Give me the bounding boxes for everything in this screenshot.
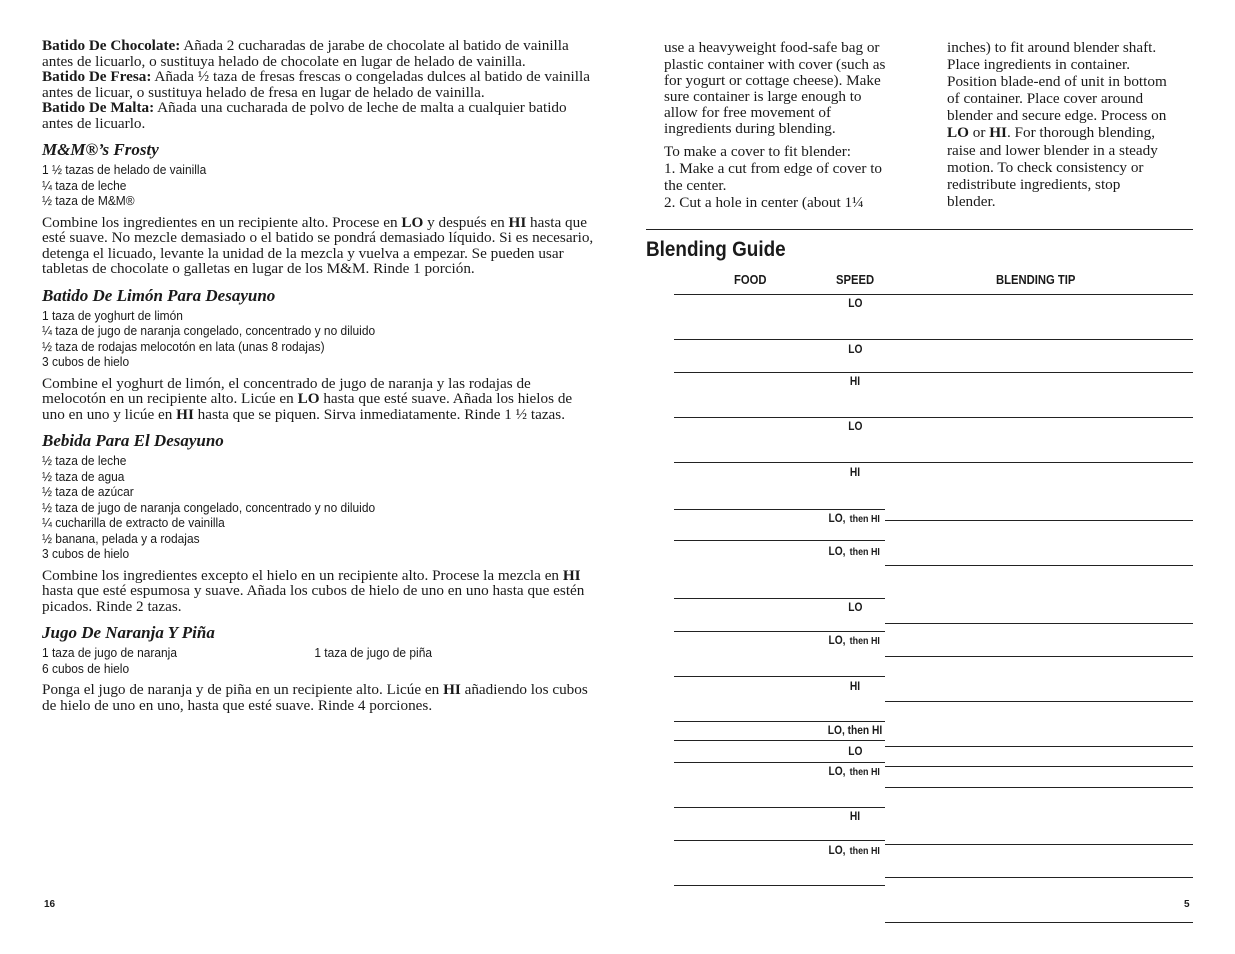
- speed-then: then HI: [849, 635, 881, 647]
- speed-value: LO: [847, 744, 863, 758]
- speed-cell: [820, 844, 890, 857]
- ingredient: ½ taza de azúcar: [42, 484, 134, 499]
- table-rule: [885, 623, 1193, 624]
- page-number-left: 16: [44, 899, 56, 910]
- speed-cell: [820, 420, 890, 432]
- table-rule: [885, 844, 1193, 845]
- ingredient: ½ taza de agua: [42, 468, 125, 484]
- speed-then: then HI: [849, 845, 881, 857]
- table-rule: [885, 766, 1193, 767]
- speed-then: then HI: [849, 546, 881, 558]
- text-line: use a heavyweight food-safe bag or: [664, 39, 880, 56]
- table-rule: [885, 877, 1193, 878]
- text-line: Place ingredients in container.: [947, 56, 1131, 74]
- speed-cell: [820, 512, 890, 525]
- speed-cell: [820, 810, 890, 822]
- intro-block: [42, 38, 594, 131]
- ingredient: 6 cubos de hielo: [42, 660, 130, 676]
- table-rule: [674, 840, 885, 841]
- text-line: plastic container with cover (such as: [664, 56, 886, 74]
- table-rule: [674, 740, 885, 741]
- table-rule: [674, 417, 1193, 418]
- table-rule: [674, 294, 1193, 295]
- recipe-directions: Combine el yoghurt de limón, el concentrado de jugo de naranja y las rodajas de melocotón en un recipiente alto. Licúe en LO hasta que esté suave. Añada los hielos de uno en uno y licúe en HI hasta que se piquen. Sirva inmediatamente. Rinde 1 ½ tazas.: [42, 374, 573, 423]
- speed-value: LO: [847, 419, 863, 433]
- speed-value: HI: [849, 679, 861, 693]
- table-rule: [674, 676, 885, 677]
- ingredient: 3 cubos de hielo: [42, 354, 130, 369]
- ingredient: ¼ cucharilla de extracto de vainilla: [42, 515, 225, 530]
- recipe-title: Batido De Limón Para Desayuno: [42, 285, 276, 305]
- table-rule: [674, 631, 885, 632]
- recipe-title: Bebida Para El Desayuno: [42, 431, 224, 450]
- speed-then: then HI: [849, 513, 881, 525]
- ingredient-list: [42, 162, 594, 209]
- guide-title: Blending Guide: [646, 238, 786, 261]
- ingredient: ½ taza de leche: [42, 453, 127, 468]
- ingredient: 3 cubos de hielo: [42, 546, 130, 561]
- text-line: blender and secure edge. Process on: [947, 107, 1167, 125]
- text-line: for yogurt or cottage cheese). Make: [664, 72, 881, 90]
- speed-cell: [820, 680, 890, 692]
- table-rule: [885, 922, 1193, 923]
- ingredient-row: [42, 645, 550, 661]
- table-rule: [674, 509, 885, 510]
- speed-value: LO,: [828, 511, 846, 525]
- ingredient: 1 taza de jugo de piña: [314, 645, 433, 660]
- ingredient: ½ banana, pelada y a rodajas: [42, 530, 200, 546]
- text-line-rich: LO or HI. For thorough blending,: [947, 124, 1156, 142]
- header-speed: SPEED: [836, 273, 875, 287]
- table-rule: [885, 746, 1193, 747]
- ingredient: ¼ taza de jugo de naranja congelado, concentrado y no diluido: [42, 323, 376, 338]
- text-line: motion. To check consistency or: [947, 158, 1144, 176]
- speed-cell: [820, 745, 890, 757]
- speed-cell: [820, 545, 890, 558]
- table-rule: [885, 520, 1193, 521]
- text-line: blender.: [947, 192, 996, 210]
- intro-variation: Batido De Chocolate: Añada 2 cucharadas de jarabe de chocolate al batido de vainilla antes de licuarlo, o sustituya helado de chocolate en lugar de helado de vainilla.: [42, 37, 569, 70]
- ingredient-list: [42, 645, 594, 676]
- speed-cell: [820, 765, 890, 778]
- recipe-directions: Combine los ingredientes excepto el hielo en un recipiente alto. Procese la mezcla en HI hasta que esté espumosa y suave. Añada los cubos de hielo de uno en uno hasta que estén picados. Rinde 2 tazas.: [42, 566, 585, 615]
- intro-variation: Batido De Fresa: Añada ½ taza de fresas frescas o congeladas dulces al batido de vainilla antes de licuar, o sustituya helado de fresa en lugar de helado de vainilla.: [42, 68, 590, 101]
- text-line: of container. Place cover around: [947, 90, 1144, 108]
- instructions-col-2: [947, 39, 1207, 210]
- table-rule: [674, 598, 885, 599]
- speed-cell: [820, 601, 890, 613]
- ingredient: ¼ taza de leche: [42, 177, 127, 193]
- speed-cell: [820, 724, 890, 736]
- speed-value: LO,: [828, 544, 846, 558]
- ingredient: ½ taza de jugo de naranja congelado, concentrado y no diluido: [42, 499, 376, 515]
- speed-cell: [820, 297, 890, 309]
- recipe-title: M&M®’s Frosty: [42, 140, 159, 159]
- text-line: 1. Make a cut from edge of cover to: [664, 159, 883, 177]
- table-rule: [885, 787, 1193, 788]
- speed-value: LO: [847, 342, 863, 356]
- speed-value: HI: [849, 465, 861, 479]
- speed-then: then HI: [849, 766, 881, 778]
- speed-cell: [820, 375, 890, 387]
- ingredient-list: [42, 308, 594, 370]
- speed-cell: [820, 343, 890, 355]
- ingredient: 1 ½ tazas de helado de vainilla: [42, 162, 207, 177]
- text-line: the center.: [664, 176, 727, 194]
- text-line: allow for free movement of: [664, 104, 831, 122]
- speed-value: LO,: [828, 633, 846, 647]
- table-rule: [885, 701, 1193, 702]
- table-rule: [674, 462, 1193, 463]
- text-line: Position blade-end of unit in bottom: [947, 73, 1167, 91]
- text-line: redistribute ingredients, stop: [947, 175, 1121, 193]
- ingredient: ½ taza de rodajas melocotón en lata (unas 8 rodajas): [42, 338, 325, 354]
- speed-value: LO, then HI: [827, 723, 883, 737]
- ingredient-list: [42, 453, 594, 562]
- speed-value: LO,: [828, 843, 846, 857]
- speed-value: HI: [849, 374, 861, 388]
- table-rule: [674, 762, 885, 763]
- table-rule: [885, 565, 1193, 566]
- instructions-col-1: [664, 39, 926, 211]
- header-food: FOOD: [734, 273, 767, 287]
- recipe-directions: Combine los ingredientes en un recipiente alto. Procese en LO y después en HI hasta que esté suave. No mezcle demasiado o el batido se pondrá demasiado líquido. Si es necesario, detenga el licuado, levante la unidad de la mezcla y vuelva a empezar. Se pueden usar tabletas de chocolate o galletas en lugar de los M&M. Rinde 1 porción.: [42, 213, 594, 277]
- speed-value: LO,: [828, 764, 846, 778]
- table-rule: [885, 656, 1193, 657]
- page-number-right: 5: [1184, 899, 1190, 910]
- speed-cell: [820, 466, 890, 478]
- ingredient: 1 taza de yoghurt de limón: [42, 307, 183, 323]
- text-line: 2. Cut a hole in center (about 1¼: [664, 193, 864, 211]
- intro-variation: Batido De Malta: Añada una cucharada de polvo de leche de malta a cualquier batido antes de licuarlo.: [42, 99, 567, 132]
- text-line: raise and lower blender in a steady: [947, 141, 1158, 159]
- table-rule: [674, 339, 1193, 340]
- section-divider: [646, 229, 1193, 230]
- table-rule: [674, 540, 885, 541]
- speed-value: LO: [847, 600, 863, 614]
- speed-cell: [820, 634, 890, 647]
- speed-value: HI: [849, 809, 861, 823]
- table-rule: [674, 885, 885, 886]
- text-line: ingredients during blending.: [664, 120, 836, 138]
- text-line: inches) to fit around blender shaft.: [947, 39, 1157, 56]
- speed-value: LO: [847, 296, 863, 310]
- recipe-directions: Ponga el jugo de naranja y de piña en un recipiente alto. Licúe en HI añadiendo los cubos de hielo de uno en uno, hasta que esté suave. Rinde 4 porciones.: [42, 681, 588, 714]
- table-rule: [674, 721, 885, 722]
- text-line: To make a cover to fit blender:: [664, 142, 852, 160]
- ingredient: ½ taza de M&M®: [42, 193, 135, 208]
- table-rule: [674, 372, 1193, 373]
- left-page: [42, 38, 594, 713]
- header-blending-tip: BLENDING TIP: [996, 273, 1076, 287]
- text-line: sure container is large enough to: [664, 88, 862, 106]
- ingredient-row: [42, 661, 550, 677]
- recipe-title: Jugo De Naranja Y Piña: [42, 623, 215, 642]
- table-rule: [674, 807, 885, 808]
- ingredient: 1 taza de jugo de naranja: [42, 645, 177, 660]
